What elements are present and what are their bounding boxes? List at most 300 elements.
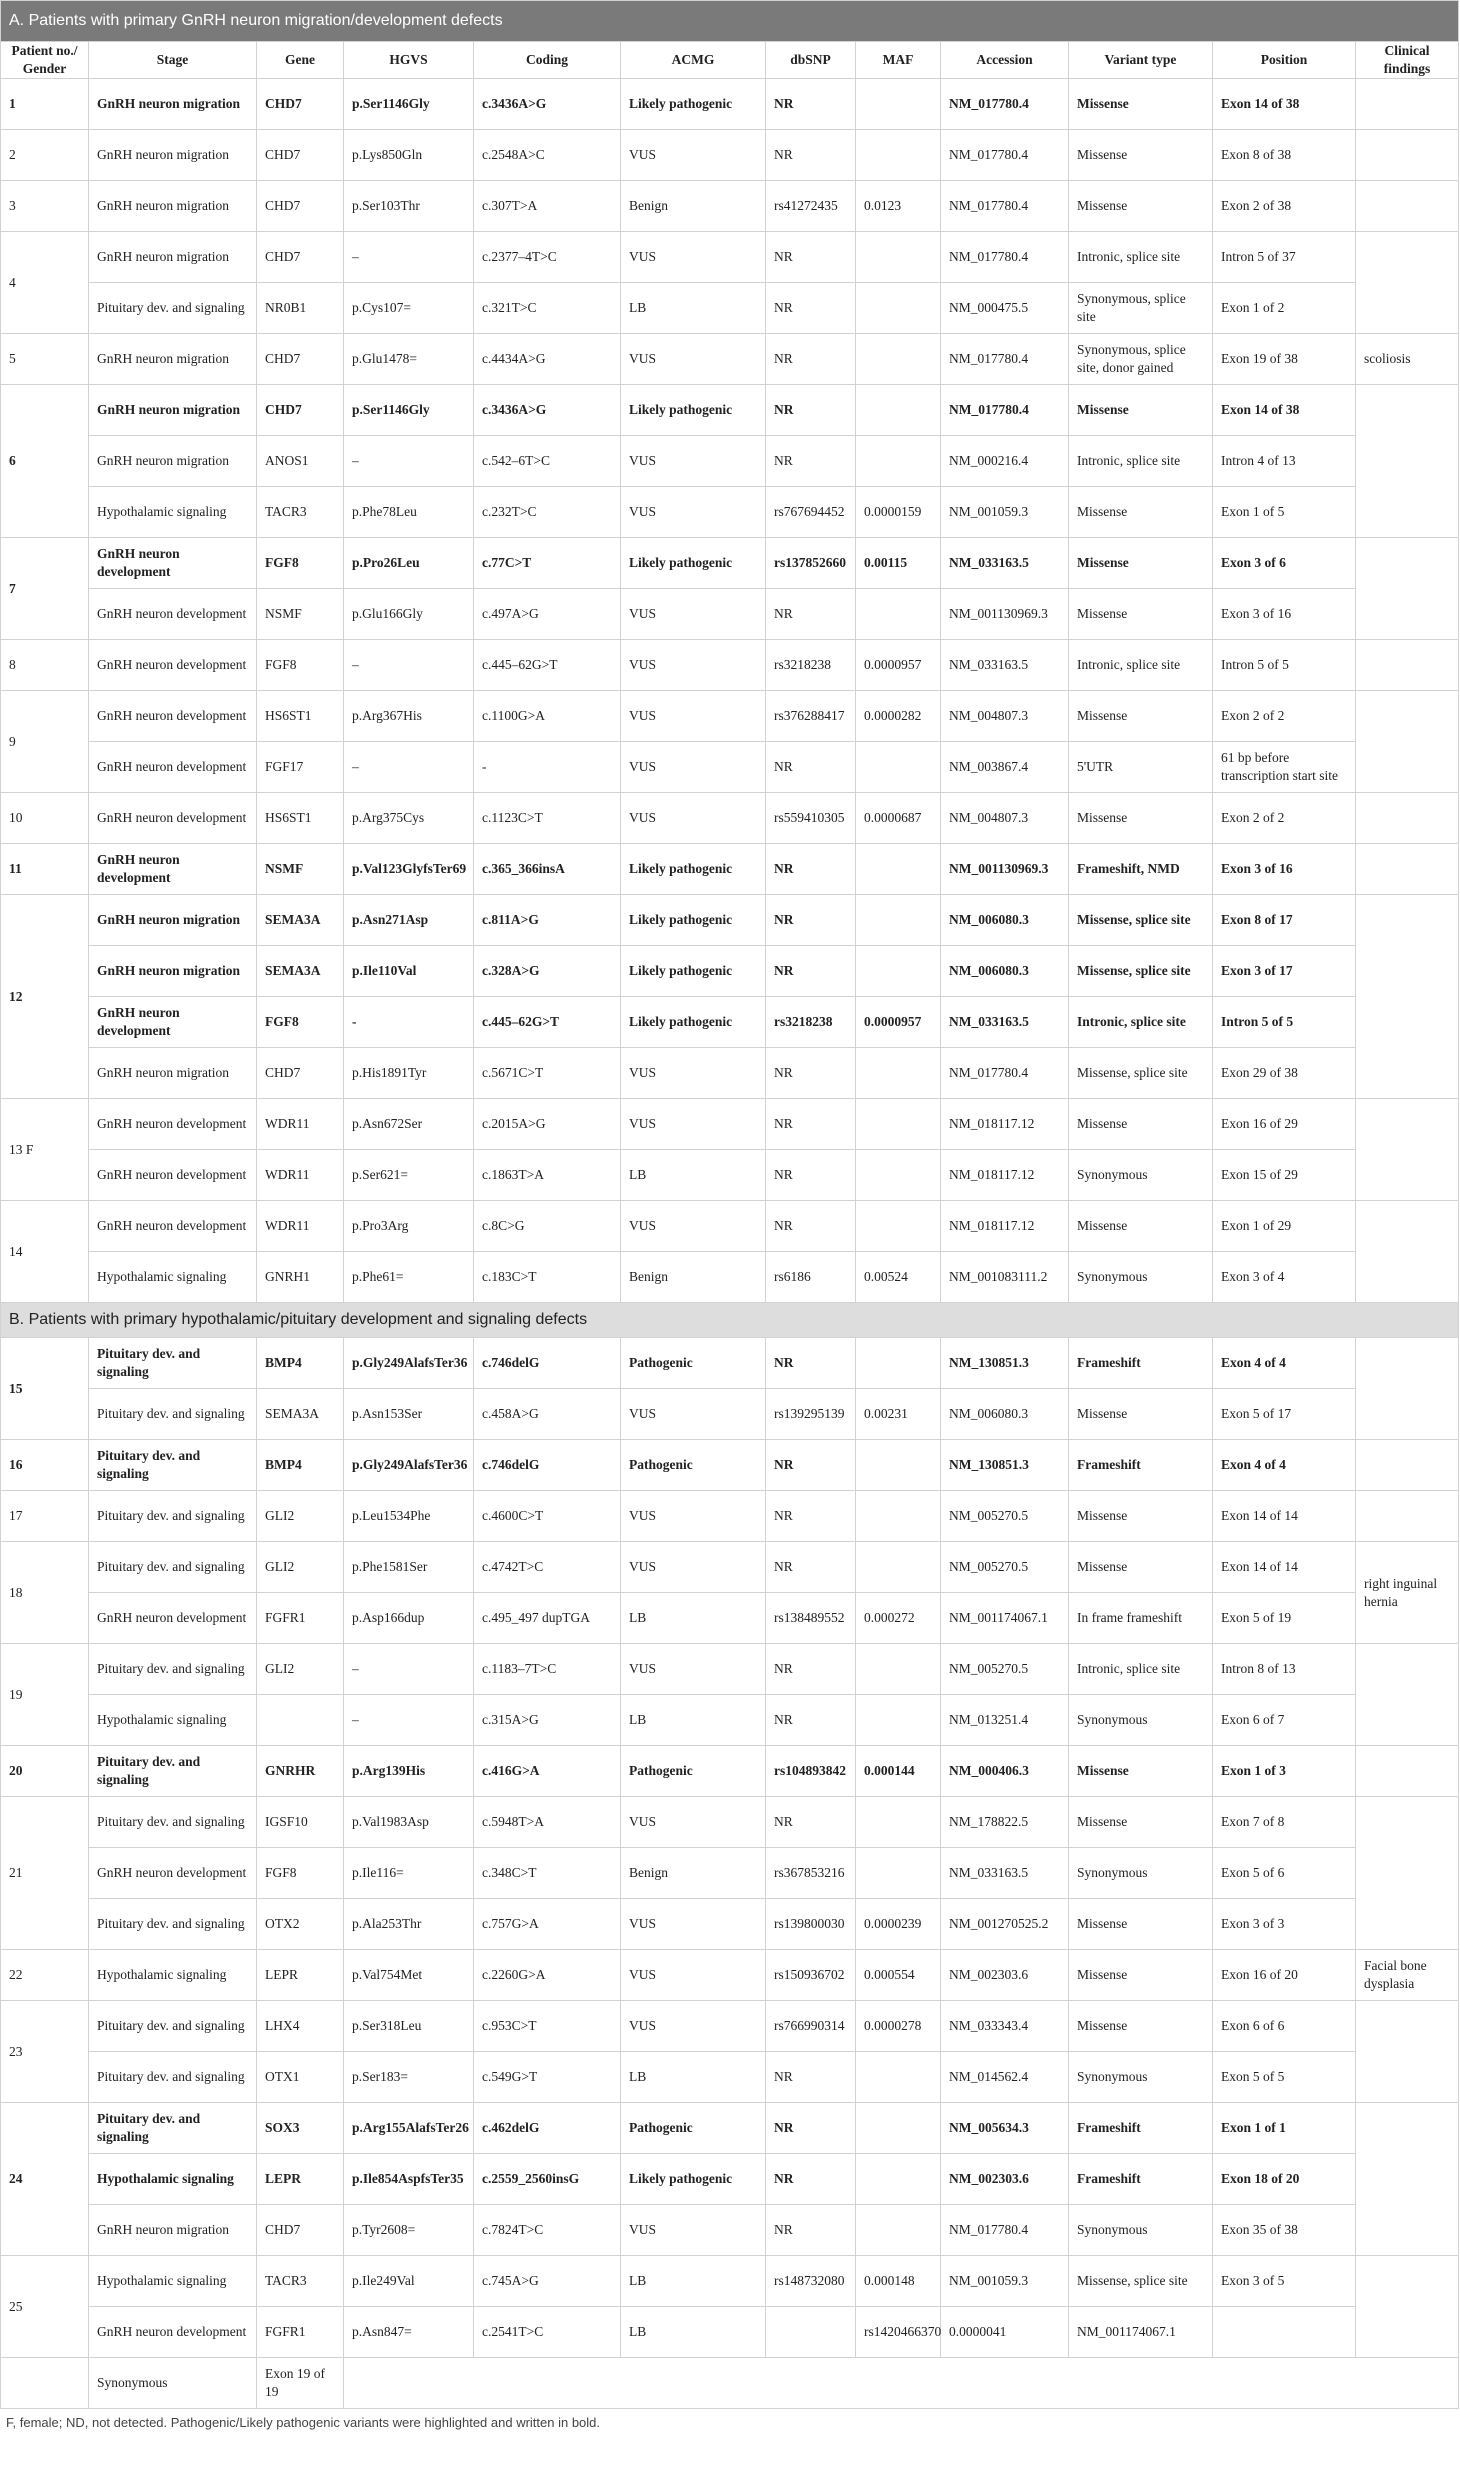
table-cell: GnRH neuron development <box>89 844 257 895</box>
table-cell: NM_018117.12 <box>941 1201 1069 1252</box>
table-cell: Exon 7 of 8 <box>1213 1797 1356 1848</box>
table-cell: Missense, splice site <box>1069 895 1213 946</box>
table-cell: Pituitary dev. and signaling <box>89 1899 257 1950</box>
clinical-findings-cell <box>1356 691 1459 793</box>
table-cell: NR <box>766 895 856 946</box>
table-cell: p.Ser1146Gly <box>344 385 474 436</box>
table-cell: Missense <box>1069 79 1213 130</box>
table-cell: NM_001174067.1 <box>941 1593 1069 1644</box>
table-cell: CHD7 <box>257 385 344 436</box>
table-cell: Synonymous <box>89 2358 257 2409</box>
table-cell: p.Ser103Thr <box>344 181 474 232</box>
table-cell: p.Ser318Leu <box>344 2001 474 2052</box>
table-cell: LB <box>621 2256 766 2307</box>
table-cell: Exon 1 of 2 <box>1213 283 1356 334</box>
table-row <box>1 1440 1459 1491</box>
patient-cell: 24 <box>1 2103 89 2256</box>
table-cell: VUS <box>621 640 766 691</box>
table-cell: 0.0123 <box>856 181 941 232</box>
table-cell: c.495_497 dupTGA <box>474 1593 621 1644</box>
table-cell: NM_001083111.2 <box>941 1252 1069 1303</box>
table-cell: rs559410305 <box>766 793 856 844</box>
table-cell: c.542–6T>C <box>474 436 621 487</box>
table-row <box>1 334 1459 385</box>
table-cell: CHD7 <box>257 1048 344 1099</box>
table-cell: Benign <box>621 1252 766 1303</box>
table-cell: Exon 35 of 38 <box>1213 2205 1356 2256</box>
table-cell: GnRH neuron development <box>89 1201 257 1252</box>
table-cell <box>856 1797 941 1848</box>
table-row <box>1 283 1459 334</box>
table-cell: SEMA3A <box>257 895 344 946</box>
table-cell: Synonymous <box>1069 1848 1213 1899</box>
table-cell: rs41272435 <box>766 181 856 232</box>
table-cell: GNRHR <box>257 1746 344 1797</box>
table-cell: NM_000406.3 <box>941 1746 1069 1797</box>
table-cell: NM_017780.4 <box>941 2205 1069 2256</box>
table-cell: p.Phe78Leu <box>344 487 474 538</box>
table-cell: IGSF10 <box>257 1797 344 1848</box>
table-row <box>1 385 1459 436</box>
table-row <box>1 2103 1459 2154</box>
table-cell <box>856 742 941 793</box>
table-cell: Intronic, splice site <box>1069 436 1213 487</box>
table-cell <box>856 385 941 436</box>
table-cell: c.745A>G <box>474 2256 621 2307</box>
table-cell: Pathogenic <box>621 1440 766 1491</box>
table-cell: c.2260G>A <box>474 1950 621 2001</box>
table-cell: SEMA3A <box>257 1389 344 1440</box>
patient-cell: 25 <box>1 2256 89 2358</box>
table-row <box>1 1899 1459 1950</box>
table-cell: Synonymous, splice site, donor gained <box>1069 334 1213 385</box>
table-cell: p.Ala253Thr <box>344 1899 474 1950</box>
table-cell: Exon 1 of 3 <box>1213 1746 1356 1797</box>
clinical-findings-cell <box>1356 1201 1459 1303</box>
section-b-title: B. Patients with primary hypothalamic/pituitary development and signaling defects <box>1 1303 1459 1338</box>
table-cell <box>856 1491 941 1542</box>
table-cell: VUS <box>621 1644 766 1695</box>
table-row <box>1 742 1459 793</box>
table-cell: Exon 3 of 6 <box>1213 538 1356 589</box>
table-cell: GnRH neuron development <box>89 1099 257 1150</box>
table-cell: c.462delG <box>474 2103 621 2154</box>
table-cell: c.2541T>C <box>474 2307 621 2358</box>
column-header: MAF <box>856 42 941 79</box>
table-cell: Pituitary dev. and signaling <box>89 1644 257 1695</box>
table-row <box>1 1048 1459 1099</box>
table-cell: LB <box>621 1150 766 1201</box>
table-cell: Missense, splice site <box>1069 2256 1213 2307</box>
table-cell: rs150936702 <box>766 1950 856 2001</box>
table-cell: Intron 5 of 5 <box>1213 997 1356 1048</box>
table-cell: c.232T>C <box>474 487 621 538</box>
table-row <box>1 793 1459 844</box>
clinical-findings-cell <box>1356 844 1459 895</box>
patient-cell: 19 <box>1 1644 89 1746</box>
table-cell: p.Lys850Gln <box>344 130 474 181</box>
table-cell: NR <box>766 2052 856 2103</box>
table-cell: c.3436A>G <box>474 79 621 130</box>
table-cell: NR <box>766 1440 856 1491</box>
table-cell: Exon 14 of 38 <box>1213 385 1356 436</box>
table-cell: p.Ile116= <box>344 1848 474 1899</box>
table-cell <box>856 2205 941 2256</box>
table-cell: p.Glu1478= <box>344 334 474 385</box>
table-cell: Exon 3 of 3 <box>1213 1899 1356 1950</box>
table-row <box>1 1950 1459 2001</box>
table-cell: FGF8 <box>257 538 344 589</box>
table-cell: Likely pathogenic <box>621 844 766 895</box>
header-row <box>1 42 1459 79</box>
table-cell <box>856 895 941 946</box>
patient-cell: 11 <box>1 844 89 895</box>
table-cell: Exon 1 of 5 <box>1213 487 1356 538</box>
table-cell: GnRH neuron development <box>89 2307 257 2358</box>
table-cell: c.416G>A <box>474 1746 621 1797</box>
table-cell: Exon 6 of 6 <box>1213 2001 1356 2052</box>
table-cell: p.Asn847= <box>344 2307 474 2358</box>
table-cell: c.1183–7T>C <box>474 1644 621 1695</box>
table-cell: c.445–62G>T <box>474 640 621 691</box>
table-row <box>1 181 1459 232</box>
patient-cell: 22 <box>1 1950 89 2001</box>
table-cell: NM_003867.4 <box>941 742 1069 793</box>
table-cell: GnRH neuron migration <box>89 946 257 997</box>
table-cell: Frameshift, NMD <box>1069 844 1213 895</box>
table-cell: LB <box>621 283 766 334</box>
table-cell: NR <box>766 1542 856 1593</box>
table-cell: Exon 5 of 19 <box>1213 1593 1356 1644</box>
table-cell: p.Ser183= <box>344 2052 474 2103</box>
patient-cell: 1 <box>1 79 89 130</box>
clinical-findings-cell <box>1356 640 1459 691</box>
table-cell: GnRH neuron development <box>89 691 257 742</box>
table-cell: NM_018117.12 <box>941 1150 1069 1201</box>
table-cell: Synonymous <box>1069 1150 1213 1201</box>
table-cell: NR <box>766 283 856 334</box>
empty-cell <box>1 2358 89 2409</box>
table-cell: VUS <box>621 1542 766 1593</box>
column-header: HGVS <box>344 42 474 79</box>
table-cell <box>856 1440 941 1491</box>
table-cell <box>856 130 941 181</box>
table-cell: NR <box>766 130 856 181</box>
table-cell: Exon 15 of 29 <box>1213 1150 1356 1201</box>
table-cell: c.328A>G <box>474 946 621 997</box>
table-cell: GLI2 <box>257 1644 344 1695</box>
table-row <box>1 1252 1459 1303</box>
table-cell: NM_018117.12 <box>941 1099 1069 1150</box>
table-cell <box>766 2307 856 2358</box>
table-cell <box>856 844 941 895</box>
table-cell: BMP4 <box>257 1338 344 1389</box>
table-cell: NM_033343.4 <box>941 2001 1069 2052</box>
table-cell: VUS <box>621 232 766 283</box>
patient-cell: 21 <box>1 1797 89 1950</box>
table-cell: NM_006080.3 <box>941 895 1069 946</box>
table-cell: Pituitary dev. and signaling <box>89 1746 257 1797</box>
table-cell: Exon 2 of 38 <box>1213 181 1356 232</box>
table-cell: c.183C>T <box>474 1252 621 1303</box>
table-cell: 0.0000041 <box>941 2307 1069 2358</box>
table-cell: NR <box>766 2103 856 2154</box>
table-cell: VUS <box>621 691 766 742</box>
table-cell: NR <box>766 1201 856 1252</box>
table-cell: Missense <box>1069 1797 1213 1848</box>
table-cell: Likely pathogenic <box>621 997 766 1048</box>
table-cell: c.4742T>C <box>474 1542 621 1593</box>
table-cell: NM_001059.3 <box>941 2256 1069 2307</box>
table-cell: VUS <box>621 130 766 181</box>
table-cell: Pituitary dev. and signaling <box>89 2103 257 2154</box>
table-cell: NR <box>766 946 856 997</box>
table-cell: 0.00115 <box>856 538 941 589</box>
table-cell: Missense <box>1069 1201 1213 1252</box>
table-cell: VUS <box>621 2001 766 2052</box>
table-cell: VUS <box>621 334 766 385</box>
table-row <box>1 1338 1459 1389</box>
table-cell: Exon 3 of 4 <box>1213 1252 1356 1303</box>
table-cell: Pituitary dev. and signaling <box>89 1491 257 1542</box>
table-cell: NM_033163.5 <box>941 640 1069 691</box>
table-cell: WDR11 <box>257 1201 344 1252</box>
table-cell: Exon 2 of 2 <box>1213 793 1356 844</box>
table-cell: rs139295139 <box>766 1389 856 1440</box>
column-header: Stage <box>89 42 257 79</box>
table-cell: Exon 8 of 17 <box>1213 895 1356 946</box>
clinical-findings-cell <box>1356 232 1459 334</box>
clinical-findings-cell <box>1356 79 1459 130</box>
table-cell: – <box>344 640 474 691</box>
table-cell: NM_033163.5 <box>941 538 1069 589</box>
table-cell: GnRH neuron migration <box>89 181 257 232</box>
table-cell: Exon 3 of 16 <box>1213 589 1356 640</box>
table-cell: Pituitary dev. and signaling <box>89 1440 257 1491</box>
table-cell: CHD7 <box>257 232 344 283</box>
table-cell: Missense <box>1069 1491 1213 1542</box>
table-row <box>1 2154 1459 2205</box>
table-cell <box>856 1201 941 1252</box>
table-cell: Exon 1 of 1 <box>1213 2103 1356 2154</box>
table-cell: NM_014562.4 <box>941 2052 1069 2103</box>
table-cell <box>856 1099 941 1150</box>
table-cell: Missense <box>1069 589 1213 640</box>
table-row <box>1 232 1459 283</box>
table-cell: c.497A>G <box>474 589 621 640</box>
table-row <box>1 538 1459 589</box>
table-cell: - <box>474 742 621 793</box>
table-cell: c.7824T>C <box>474 2205 621 2256</box>
table-cell: p.Asn271Asp <box>344 895 474 946</box>
table-cell: Exon 16 of 20 <box>1213 1950 1356 2001</box>
table-cell: GLI2 <box>257 1542 344 1593</box>
table-cell: Missense <box>1069 1542 1213 1593</box>
clinical-findings-cell <box>1356 1797 1459 1950</box>
patient-cell: 4 <box>1 232 89 334</box>
table-cell: p.Arg375Cys <box>344 793 474 844</box>
table-row <box>1 79 1459 130</box>
table-cell: NM_001270525.2 <box>941 1899 1069 1950</box>
table-cell: Exon 6 of 7 <box>1213 1695 1356 1746</box>
table-cell: GnRH neuron migration <box>89 2205 257 2256</box>
table-cell: Missense <box>1069 691 1213 742</box>
table-row <box>1 997 1459 1048</box>
table-cell: rs139800030 <box>766 1899 856 1950</box>
table-cell: Benign <box>621 181 766 232</box>
table-cell: p.Cys107= <box>344 283 474 334</box>
table-cell: Exon 8 of 38 <box>1213 130 1356 181</box>
clinical-findings-cell: Facial bone dysplasia <box>1356 1950 1459 2001</box>
column-header: Coding <box>474 42 621 79</box>
table-cell: WDR11 <box>257 1099 344 1150</box>
table-cell: NR <box>766 2205 856 2256</box>
table-cell: GnRH neuron development <box>89 589 257 640</box>
patient-cell: 2 <box>1 130 89 181</box>
table-row <box>1 2307 1459 2358</box>
table-cell: p.Ser1146Gly <box>344 79 474 130</box>
table-cell: p.Phe61= <box>344 1252 474 1303</box>
table-cell: p.Ile854AspfsTer35 <box>344 2154 474 2205</box>
table-cell: c.811A>G <box>474 895 621 946</box>
column-header: Accession <box>941 42 1069 79</box>
table-cell: Synonymous <box>1069 2205 1213 2256</box>
table-cell: c.307T>A <box>474 181 621 232</box>
table-cell: CHD7 <box>257 334 344 385</box>
table-cell: NR <box>766 2154 856 2205</box>
table-row <box>1 946 1459 997</box>
table-cell: TACR3 <box>257 2256 344 2307</box>
table-row <box>1 487 1459 538</box>
table-cell: p.Arg139His <box>344 1746 474 1797</box>
table-cell: SEMA3A <box>257 946 344 997</box>
table-cell: VUS <box>621 742 766 793</box>
table-cell: TACR3 <box>257 487 344 538</box>
clinical-findings-cell <box>1356 538 1459 640</box>
table-cell: Synonymous, splice site <box>1069 283 1213 334</box>
table-row <box>1 1491 1459 1542</box>
table-cell: p.Val754Met <box>344 1950 474 2001</box>
table-cell: FGF17 <box>257 742 344 793</box>
table-cell: Hypothalamic signaling <box>89 1950 257 2001</box>
table-cell: Pituitary dev. and signaling <box>89 1389 257 1440</box>
clinical-findings-cell <box>1356 2256 1459 2358</box>
table-cell: Exon 5 of 5 <box>1213 2052 1356 2103</box>
table-cell: Exon 29 of 38 <box>1213 1048 1356 1099</box>
table-cell: 0.000272 <box>856 1593 941 1644</box>
table-cell: p.Asp166dup <box>344 1593 474 1644</box>
table-cell: Missense, splice site <box>1069 1048 1213 1099</box>
table-cell: NM_017780.4 <box>941 334 1069 385</box>
table-cell: GnRH neuron development <box>89 793 257 844</box>
table-cell <box>856 232 941 283</box>
table-cell: GnRH neuron development <box>89 997 257 1048</box>
table-row <box>1 1201 1459 1252</box>
table-cell: NM_001059.3 <box>941 487 1069 538</box>
table-cell: GnRH neuron development <box>89 640 257 691</box>
clinical-findings-cell <box>1356 793 1459 844</box>
table-cell: GnRH neuron development <box>89 742 257 793</box>
table-cell: c.8C>G <box>474 1201 621 1252</box>
table-cell: NR <box>766 1644 856 1695</box>
table-cell: CHD7 <box>257 181 344 232</box>
clinical-findings-cell <box>1356 2103 1459 2256</box>
table-cell: Likely pathogenic <box>621 2154 766 2205</box>
table-cell: Missense <box>1069 1899 1213 1950</box>
table-cell: HS6ST1 <box>257 691 344 742</box>
patient-cell: 10 <box>1 793 89 844</box>
table-cell: 0.000554 <box>856 1950 941 2001</box>
table-cell: GNRH1 <box>257 1252 344 1303</box>
table-cell: LB <box>621 1695 766 1746</box>
table-cell: rs3218238 <box>766 997 856 1048</box>
table-cell: Exon 3 of 16 <box>1213 844 1356 895</box>
table-cell: p.Ile249Val <box>344 2256 474 2307</box>
table-cell: Hypothalamic signaling <box>89 2256 257 2307</box>
table-cell: Missense <box>1069 1950 1213 2001</box>
table-cell: c.1100G>A <box>474 691 621 742</box>
patient-cell: 14 <box>1 1201 89 1303</box>
table-cell: c.2559_2560insG <box>474 2154 621 2205</box>
table-cell: Hypothalamic signaling <box>89 2154 257 2205</box>
table-cell: VUS <box>621 1389 766 1440</box>
table-cell: 0.000144 <box>856 1746 941 1797</box>
table-cell: Likely pathogenic <box>621 538 766 589</box>
column-header: Patient no./ Gender <box>1 42 89 79</box>
table-cell: p.Arg155AlafsTer26 <box>344 2103 474 2154</box>
table-cell: NM_002303.6 <box>941 1950 1069 2001</box>
table-row <box>1 1695 1459 1746</box>
table-cell: Intron 5 of 37 <box>1213 232 1356 283</box>
table-cell: c.4434A>G <box>474 334 621 385</box>
table-cell: Synonymous <box>1069 2052 1213 2103</box>
table-cell: Synonymous <box>1069 1695 1213 1746</box>
table-cell: – <box>344 436 474 487</box>
table-cell: LB <box>621 2052 766 2103</box>
table-cell: p.Ile110Val <box>344 946 474 997</box>
clinical-findings-cell <box>1356 1491 1459 1542</box>
table-row <box>1 2001 1459 2052</box>
table-cell: Intron 8 of 13 <box>1213 1644 1356 1695</box>
table-cell: GnRH neuron migration <box>89 79 257 130</box>
clinical-findings-cell: scoliosis <box>1356 334 1459 385</box>
table-cell <box>856 283 941 334</box>
table-cell: c.1123C>T <box>474 793 621 844</box>
table-cell: NM_130851.3 <box>941 1440 1069 1491</box>
table-cell: VUS <box>621 1899 766 1950</box>
table-cell: NSMF <box>257 844 344 895</box>
table-cell: Pituitary dev. and signaling <box>89 1542 257 1593</box>
table-cell: c.315A>G <box>474 1695 621 1746</box>
column-header: ACMG <box>621 42 766 79</box>
table-cell: p.Tyr2608= <box>344 2205 474 2256</box>
table-cell: Frameshift <box>1069 1338 1213 1389</box>
table-cell: ANOS1 <box>257 436 344 487</box>
table-cell: Frameshift <box>1069 1440 1213 1491</box>
table-cell: GnRH neuron migration <box>89 334 257 385</box>
table-row <box>1 1644 1459 1695</box>
table-cell: p.Asn672Ser <box>344 1099 474 1150</box>
table-cell: LB <box>621 2307 766 2358</box>
table-cell: Intronic, splice site <box>1069 997 1213 1048</box>
table-cell: FGF8 <box>257 1848 344 1899</box>
table-cell: VUS <box>621 1950 766 2001</box>
table-cell: Pathogenic <box>621 2103 766 2154</box>
table-cell: p.Pro3Arg <box>344 1201 474 1252</box>
table-cell: NR <box>766 334 856 385</box>
table-row <box>1 2052 1459 2103</box>
table-cell: NM_004807.3 <box>941 793 1069 844</box>
